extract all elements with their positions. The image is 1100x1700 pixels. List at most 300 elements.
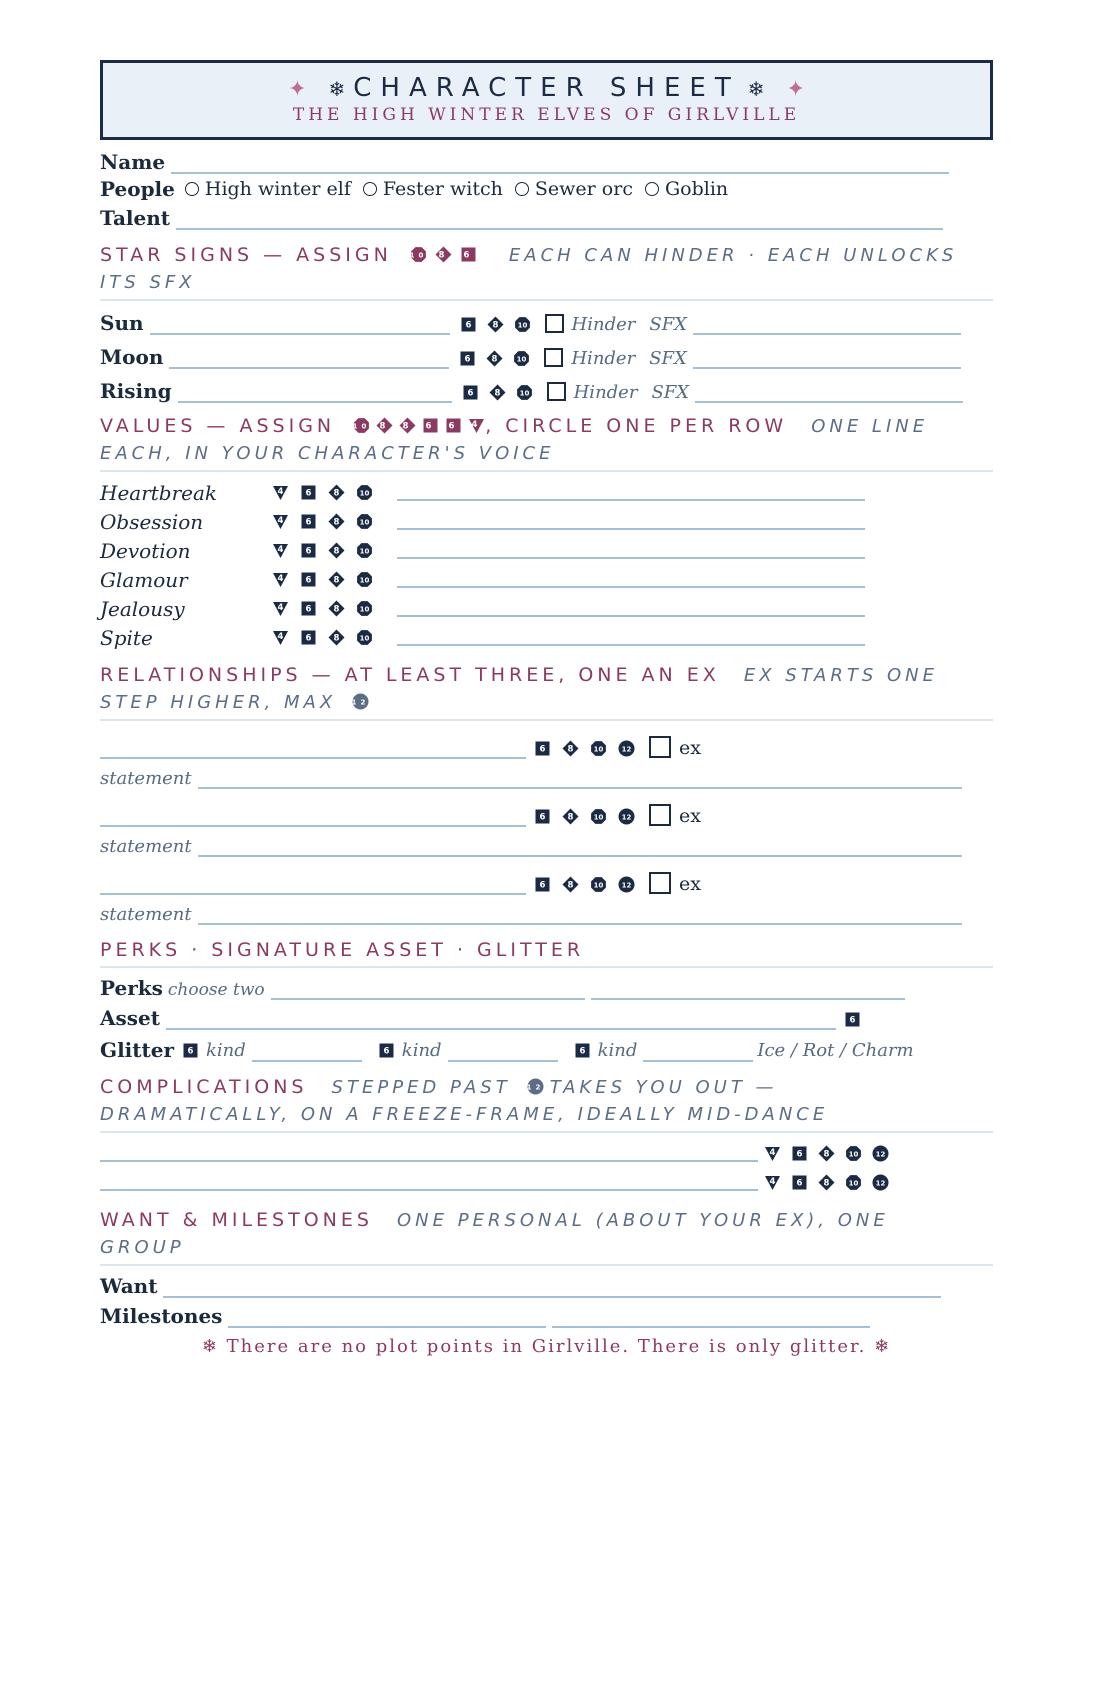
values-title-tail: , CIRCLE ONE PER ROW <box>485 415 788 437</box>
svg-text:10: 10 <box>359 576 370 585</box>
d12-die-icon <box>872 1174 889 1191</box>
svg-text:8: 8 <box>491 354 498 365</box>
snowflake-icon: ❄ <box>747 77 765 101</box>
svg-text:6: 6 <box>579 1046 586 1056</box>
values-heading <box>100 413 993 472</box>
hinder-label: Hinder <box>573 382 638 403</box>
d6-die-icon <box>791 1174 808 1191</box>
d10-die-icon <box>845 1145 862 1162</box>
name-row <box>100 148 993 174</box>
svg-text:10: 10 <box>593 745 604 754</box>
people-option-label: High winter elf <box>204 178 351 200</box>
want-title: WANT & MILESTONES <box>100 1209 373 1231</box>
sfx-field[interactable] <box>693 349 961 369</box>
ex-checkbox[interactable] <box>649 804 671 826</box>
glitter-kind-label: kind <box>401 1039 442 1061</box>
svg-text:4: 4 <box>769 1148 776 1158</box>
takeout-die <box>527 1078 544 1095</box>
star-signs-note: EACH CAN HINDER · EACH UNLOCKS <box>508 245 958 266</box>
relationships-note-cont: STEP HIGHER, MAX <box>100 692 337 713</box>
people-option[interactable] <box>363 178 503 200</box>
glitter-kind-field[interactable] <box>448 1046 558 1062</box>
d6-die-icon <box>534 808 551 825</box>
people-options <box>185 178 740 200</box>
svg-text:6: 6 <box>448 421 459 432</box>
d8-die-icon <box>562 808 579 825</box>
svg-text:8: 8 <box>567 880 574 891</box>
complications-note: STEPPED PAST <box>331 1077 511 1098</box>
statement-field[interactable] <box>198 905 962 925</box>
statement-label: statement <box>100 768 192 789</box>
star-signs-assign-dice <box>410 246 477 263</box>
svg-text:6: 6 <box>464 354 471 365</box>
value-row <box>100 536 993 565</box>
svg-text:6: 6 <box>467 388 474 399</box>
footer-message <box>100 1336 993 1357</box>
svg-text:8: 8 <box>333 604 340 615</box>
svg-text:12: 12 <box>621 881 632 890</box>
glitter-kind-label: kind <box>206 1039 246 1061</box>
dice-group <box>462 384 533 401</box>
star-sign-rows <box>100 309 993 403</box>
svg-text:10: 10 <box>593 881 604 890</box>
d10-die-icon <box>410 246 427 263</box>
svg-text:10: 10 <box>353 422 371 431</box>
svg-text:12: 12 <box>352 698 370 707</box>
relationship-name-field[interactable] <box>100 807 526 827</box>
svg-text:10: 10 <box>359 547 370 556</box>
value-statement-field[interactable] <box>397 601 865 617</box>
statement-field[interactable] <box>198 769 962 789</box>
complication-row <box>100 1139 993 1168</box>
hinder-label: Hinder <box>571 314 636 335</box>
hinder-checkbox[interactable] <box>547 382 566 401</box>
relationship-statement-row <box>100 901 993 925</box>
sparkle-icon: ✦ <box>786 77 805 102</box>
star-sign-label: Sun <box>100 311 144 335</box>
ex-label: ex <box>679 873 701 895</box>
svg-text:8: 8 <box>438 250 449 261</box>
sheet-header <box>100 60 993 140</box>
dice-group <box>272 542 373 559</box>
d6-die-icon <box>445 417 462 434</box>
d8-die-icon <box>328 484 345 501</box>
milestone-field-2[interactable] <box>552 1308 870 1328</box>
perks-note: choose two <box>167 980 265 1000</box>
d12-die-icon <box>872 1145 889 1162</box>
asset-field[interactable] <box>166 1010 836 1030</box>
svg-text:4: 4 <box>471 420 482 430</box>
star-signs-note-cont: ITS SFX <box>100 272 196 293</box>
svg-text:6: 6 <box>849 1015 856 1026</box>
d6-die-icon <box>300 571 317 588</box>
value-statement-field[interactable] <box>397 514 865 530</box>
star-sign-row <box>100 377 993 403</box>
radio-icon[interactable] <box>185 182 199 196</box>
milestones-label: Milestones <box>100 1304 223 1328</box>
svg-text:10: 10 <box>519 389 529 398</box>
d10-die-icon <box>590 876 607 893</box>
svg-text:4: 4 <box>769 1177 776 1187</box>
relationships-heading <box>100 662 993 721</box>
d12-die-icon <box>527 1078 544 1095</box>
d10-die-icon <box>356 542 373 559</box>
d10-die-icon <box>356 629 373 646</box>
svg-text:8: 8 <box>333 517 340 528</box>
relationship-statement-row <box>100 833 993 857</box>
svg-text:6: 6 <box>796 1149 803 1160</box>
complications-note-mid: TAKES YOU OUT — <box>549 1077 778 1098</box>
star-sign-row <box>100 309 993 335</box>
value-label: Heartbreak <box>100 480 218 505</box>
radio-icon[interactable] <box>645 182 659 196</box>
sheet-title: CHARACTER SHEET <box>353 73 740 103</box>
svg-text:8: 8 <box>823 1178 830 1189</box>
d6-die-icon <box>534 876 551 893</box>
sfx-label: SFX <box>651 382 690 403</box>
values-note: ONE LINE <box>811 416 929 437</box>
talent-field[interactable] <box>176 210 943 230</box>
star-sign-row <box>100 343 993 369</box>
d6-die-icon <box>422 417 439 434</box>
value-statement-field[interactable] <box>397 572 865 588</box>
value-label: Devotion <box>100 538 191 563</box>
star-sign-field[interactable] <box>169 349 449 369</box>
svg-text:6: 6 <box>539 880 546 891</box>
svg-text:6: 6 <box>305 546 312 557</box>
d8-die-icon <box>562 740 579 757</box>
statement-label: statement <box>100 836 192 857</box>
svg-text:10: 10 <box>359 634 370 643</box>
svg-text:12: 12 <box>875 1179 886 1188</box>
d10-die-icon <box>513 350 530 367</box>
d8-die-icon <box>328 542 345 559</box>
hinder-checkbox[interactable] <box>544 348 563 367</box>
sfx-label: SFX <box>649 348 687 369</box>
sheet-subtitle: THE HIGH WINTER ELVES OF GIRLVILLE <box>292 105 801 125</box>
d10-die-icon <box>353 417 370 434</box>
d4-die-icon <box>272 513 289 530</box>
milestones-row <box>100 1302 993 1328</box>
svg-text:8: 8 <box>567 812 574 823</box>
relationship-row <box>100 731 993 759</box>
d10-die-icon <box>514 316 531 333</box>
perks-label: Perks <box>100 976 163 1000</box>
relationship-name-field[interactable] <box>100 739 526 759</box>
svg-text:8: 8 <box>494 388 501 399</box>
svg-text:8: 8 <box>402 421 413 432</box>
svg-text:6: 6 <box>305 517 312 528</box>
svg-text:6: 6 <box>305 575 312 586</box>
dice-group <box>182 1042 199 1059</box>
people-option-label: Fester witch <box>382 178 503 200</box>
d6-die-icon <box>574 1042 591 1059</box>
dice-group <box>459 350 530 367</box>
d6-die-icon <box>378 1042 395 1059</box>
svg-text:6: 6 <box>383 1046 390 1056</box>
svg-text:12: 12 <box>526 1083 544 1092</box>
complication-field[interactable] <box>100 1146 758 1162</box>
glitter-label: Glitter <box>100 1038 175 1062</box>
d6-die-icon <box>300 484 317 501</box>
d8-die-icon <box>562 876 579 893</box>
dice-group <box>272 600 373 617</box>
dice-group <box>272 629 373 646</box>
d8-die-icon <box>376 417 393 434</box>
relationship-row <box>100 799 993 827</box>
hinder-label: Hinder <box>571 348 636 369</box>
relationship-name-field[interactable] <box>100 875 526 895</box>
d8-die-icon <box>328 571 345 588</box>
d6-die-icon <box>460 316 477 333</box>
d12-die-icon <box>352 693 369 710</box>
radio-icon[interactable] <box>363 182 377 196</box>
dice-group <box>534 808 635 825</box>
ex-checkbox[interactable] <box>649 872 671 894</box>
hinder-checkbox[interactable] <box>545 314 564 333</box>
dice-group <box>378 1042 395 1059</box>
ex-checkbox[interactable] <box>649 736 671 758</box>
statement-label: statement <box>100 904 192 925</box>
glitter-row <box>100 1036 993 1064</box>
d10-die-icon <box>356 484 373 501</box>
d4-die-icon <box>272 571 289 588</box>
perks-title: PERKS · SIGNATURE ASSET · GLITTER <box>100 939 585 961</box>
relationship-rows <box>100 731 993 925</box>
statement-field[interactable] <box>198 837 962 857</box>
d6-die-icon <box>300 513 317 530</box>
glitter-kinds-hint: Ice / Rot / Charm <box>757 1039 914 1061</box>
svg-text:6: 6 <box>796 1178 803 1189</box>
svg-text:8: 8 <box>492 320 498 331</box>
d6-die-icon <box>300 542 317 559</box>
svg-text:10: 10 <box>359 518 370 527</box>
d10-die-icon <box>590 740 607 757</box>
value-statement-field[interactable] <box>397 630 865 646</box>
d12-die-icon <box>618 740 635 757</box>
value-label: Obsession <box>100 509 204 534</box>
svg-text:4: 4 <box>277 603 284 613</box>
want-label: Want <box>100 1274 158 1298</box>
milestone-field-1[interactable] <box>228 1308 546 1328</box>
glitter-kind-field[interactable] <box>643 1046 753 1062</box>
people-option[interactable] <box>185 178 351 200</box>
svg-text:8: 8 <box>333 546 340 557</box>
svg-text:12: 12 <box>621 813 632 822</box>
svg-text:8: 8 <box>333 488 340 499</box>
svg-text:10: 10 <box>593 813 604 822</box>
talent-label: Talent <box>100 206 171 230</box>
complications-note-cont: DRAMATICALLY, ON A FREEZE-FRAME, IDEALLY MID-DANCE <box>100 1104 829 1125</box>
d8-die-icon <box>328 513 345 530</box>
values-assign-dice <box>353 417 485 434</box>
svg-text:10: 10 <box>516 355 527 364</box>
d6-die-icon <box>534 740 551 757</box>
name-field[interactable] <box>171 154 949 174</box>
d4-die-icon <box>468 417 485 434</box>
value-label: Spite <box>100 625 153 650</box>
star-sign-field[interactable] <box>178 383 452 403</box>
svg-text:4: 4 <box>277 574 284 584</box>
svg-text:6: 6 <box>463 250 474 261</box>
svg-text:6: 6 <box>305 488 312 499</box>
svg-text:6: 6 <box>425 421 436 432</box>
d12-die-icon <box>618 876 635 893</box>
value-statement-field[interactable] <box>397 485 865 501</box>
glitter-kind-label: kind <box>597 1039 638 1061</box>
d8-die-icon <box>435 246 452 263</box>
asset-die <box>844 1011 861 1028</box>
d8-die-icon <box>328 600 345 617</box>
relationships-title: RELATIONSHIPS — AT LEAST THREE, ONE AN EX <box>100 664 720 686</box>
svg-text:10: 10 <box>359 489 370 498</box>
svg-text:4: 4 <box>277 545 284 555</box>
d4-die-icon <box>272 629 289 646</box>
ex-label: ex <box>679 737 701 759</box>
svg-text:6: 6 <box>187 1046 194 1056</box>
svg-text:6: 6 <box>539 744 546 755</box>
want-row <box>100 1272 993 1298</box>
d4-die-icon <box>272 542 289 559</box>
people-row <box>100 174 993 204</box>
dice-group <box>534 876 635 893</box>
star-signs-title: STAR SIGNS — ASSIGN <box>100 244 392 266</box>
dice-group <box>534 740 635 757</box>
d6-die-icon <box>459 350 476 367</box>
svg-text:8: 8 <box>333 633 340 644</box>
d6-die-icon <box>462 384 479 401</box>
value-statement-field[interactable] <box>397 543 865 559</box>
d10-die-icon <box>590 808 607 825</box>
people-label: People <box>100 177 175 201</box>
d6-die-icon <box>844 1011 861 1028</box>
star-sign-label: Rising <box>100 379 172 403</box>
header-title-row <box>103 73 990 103</box>
d8-die-icon <box>818 1145 835 1162</box>
d8-die-icon <box>486 350 503 367</box>
svg-text:4: 4 <box>277 632 284 642</box>
sfx-field[interactable] <box>695 383 963 403</box>
want-heading <box>100 1207 993 1266</box>
dice-group <box>764 1174 889 1191</box>
svg-text:12: 12 <box>621 745 632 754</box>
complications-heading <box>100 1074 993 1133</box>
people-option[interactable] <box>645 178 728 200</box>
value-rows <box>100 478 993 652</box>
value-row <box>100 565 993 594</box>
footer-text: There are no plot points in Girlville. There is only glitter. <box>226 1336 867 1357</box>
svg-text:6: 6 <box>539 812 546 823</box>
svg-text:8: 8 <box>567 744 574 755</box>
star-sign-field[interactable] <box>150 315 450 335</box>
d10-die-icon <box>356 600 373 617</box>
talent-row <box>100 204 993 230</box>
perks-row <box>100 974 993 1000</box>
d8-die-icon <box>489 384 506 401</box>
complication-rows <box>100 1139 993 1197</box>
perk-field-2[interactable] <box>591 980 905 1000</box>
d10-die-icon <box>845 1174 862 1191</box>
snowflake-icon: ❄ <box>201 1336 219 1357</box>
want-field[interactable] <box>163 1278 941 1298</box>
sparkle-icon: ✦ <box>288 77 307 102</box>
dice-group <box>272 513 373 530</box>
d6-die-icon <box>300 629 317 646</box>
star-signs-heading <box>100 242 993 301</box>
d4-die-icon <box>764 1174 781 1191</box>
sfx-field[interactable] <box>693 315 961 335</box>
asset-row <box>100 1004 993 1030</box>
complications-title: COMPLICATIONS <box>100 1076 308 1098</box>
svg-text:8: 8 <box>379 421 390 432</box>
perk-field-1[interactable] <box>271 980 585 1000</box>
d8-die-icon <box>818 1174 835 1191</box>
sfx-label: SFX <box>649 314 687 335</box>
want-note: ONE PERSONAL (ABOUT YOUR EX), ONE <box>397 1210 889 1231</box>
star-sign-label: Moon <box>100 345 164 369</box>
d12-die-icon <box>618 808 635 825</box>
value-row <box>100 478 993 507</box>
d8-die-icon <box>328 629 345 646</box>
people-option[interactable] <box>515 178 633 200</box>
svg-text:12: 12 <box>875 1150 886 1159</box>
ex-label: ex <box>679 805 701 827</box>
dice-group <box>764 1145 889 1162</box>
d4-die-icon <box>272 600 289 617</box>
character-sheet <box>100 60 993 1357</box>
d4-die-icon <box>272 484 289 501</box>
svg-text:4: 4 <box>277 487 284 497</box>
people-option-label: Sewer orc <box>534 178 633 200</box>
dice-group <box>460 316 531 333</box>
dice-group <box>272 484 373 501</box>
d6-die-icon <box>791 1145 808 1162</box>
glitter-kind-field[interactable] <box>252 1046 362 1062</box>
svg-text:6: 6 <box>465 320 471 331</box>
complication-row <box>100 1168 993 1197</box>
radio-icon[interactable] <box>515 182 529 196</box>
d10-die-icon <box>356 513 373 530</box>
relationships-note: EX STARTS ONE <box>743 665 939 686</box>
d4-die-icon <box>764 1145 781 1162</box>
svg-text:6: 6 <box>305 633 312 644</box>
d8-die-icon <box>399 417 416 434</box>
value-label: Glamour <box>100 567 188 592</box>
dice-group <box>272 571 373 588</box>
svg-text:8: 8 <box>333 575 340 586</box>
svg-text:10: 10 <box>848 1150 859 1159</box>
perks-heading <box>100 937 993 968</box>
name-label: Name <box>100 150 166 174</box>
svg-text:10: 10 <box>848 1179 859 1188</box>
d6-die-icon <box>182 1042 199 1059</box>
svg-text:10: 10 <box>409 251 427 260</box>
complication-field[interactable] <box>100 1175 758 1191</box>
value-row <box>100 623 993 652</box>
snowflake-icon: ❄ <box>874 1336 892 1357</box>
max-die <box>352 693 369 710</box>
svg-text:10: 10 <box>359 605 370 614</box>
asset-label: Asset <box>100 1006 160 1030</box>
svg-text:4: 4 <box>277 516 284 526</box>
dice-group <box>574 1042 591 1059</box>
value-row <box>100 594 993 623</box>
d10-die-icon <box>516 384 533 401</box>
values-note-cont: EACH, IN YOUR CHARACTER'S VOICE <box>100 443 555 464</box>
svg-text:8: 8 <box>823 1149 830 1160</box>
svg-text:10: 10 <box>517 321 527 330</box>
d10-die-icon <box>356 571 373 588</box>
